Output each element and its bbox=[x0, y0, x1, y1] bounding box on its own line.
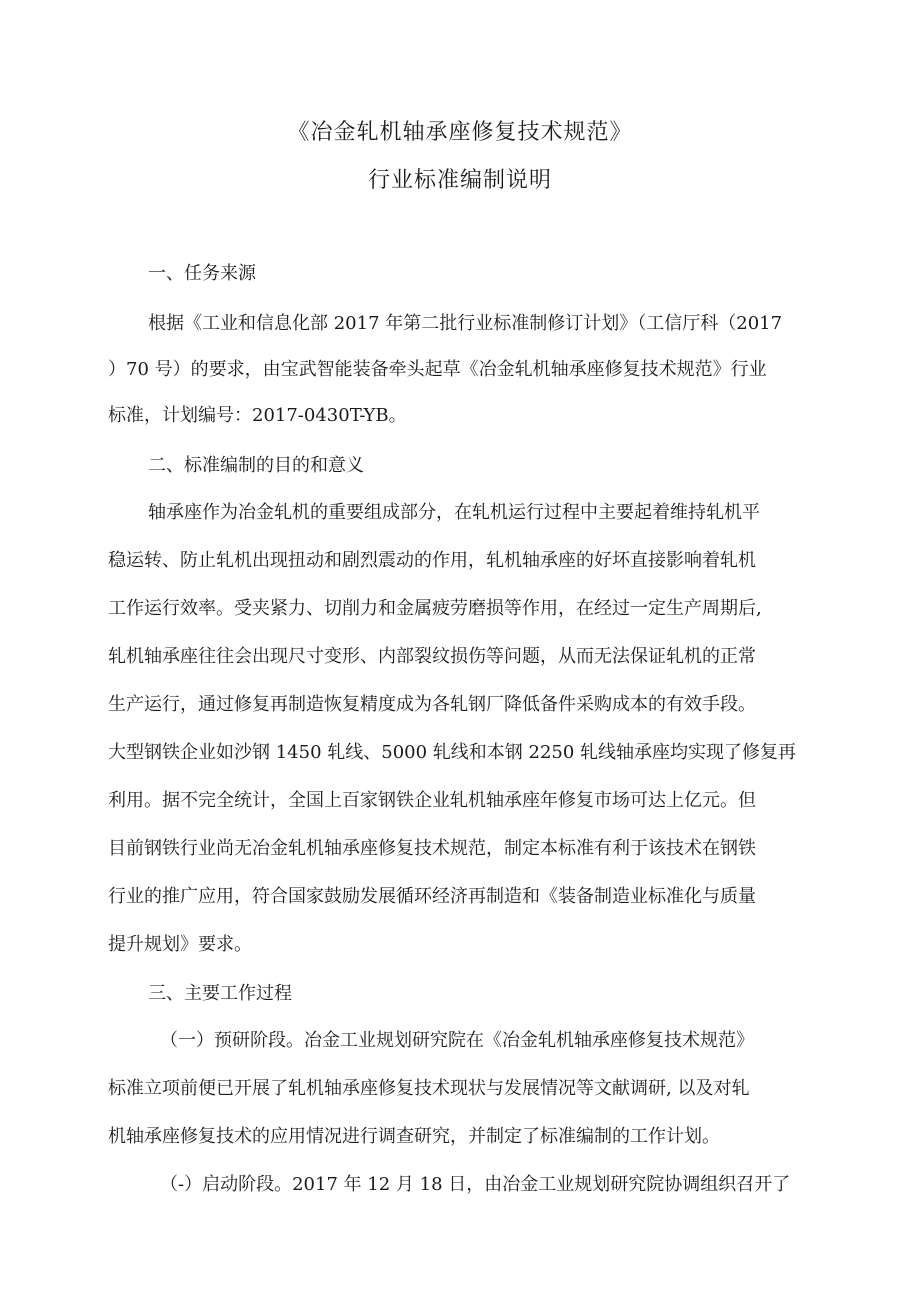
paragraph-line: 机轴承座修复技术的应用情况进行调查研究，并制定了标准编制的工作计划。 bbox=[108, 1126, 720, 1147]
paragraph-line: 标准立项前便已开展了轧机轴承座修复技术现状与发展情况等文献调研, 以及对轧 bbox=[108, 1078, 750, 1099]
paragraph-line: 提升规划》要求。 bbox=[108, 934, 252, 955]
paragraph-line: 稳运转、防止轧机出现扭动和剧烈震动的作用，轧机轴承座的好坏直接影响着轧机 bbox=[108, 550, 756, 571]
document-subtitle: 行业标准编制说明 bbox=[367, 168, 552, 193]
paragraph-line: 生产运行，通过修复再制造恢复精度成为各轧钢厂降低备件采购成本的有效手段。 bbox=[108, 694, 756, 715]
paragraph-line: 行业的推广应用，符合国家鼓励发展循环经济再制造和《装备制造业标准化与质量 bbox=[108, 886, 756, 907]
section-heading-purpose: 二、标准编制的目的和意义 bbox=[148, 455, 364, 476]
paragraph-line: 根据《工业和信息化部 2017 年第二批行业标准制修订计划》（工信厅科（2017 bbox=[148, 313, 783, 334]
section3-paragraph bbox=[108, 1022, 828, 1204]
paragraph-line: 利用。据不完全统计，全国上百家钢铁企业轧机轴承座年修复市场可达上亿元。但 bbox=[108, 790, 756, 811]
document-title: 《冶金轧机轴承座修复技术规范》 bbox=[287, 120, 633, 145]
section2-paragraph bbox=[108, 494, 828, 964]
paragraph-line: 目前钢铁行业尚无冶金轧机轴承座修复技术规范，制定本标准有利于该技术在钢铁 bbox=[108, 838, 756, 859]
paragraph-line: 标准，计划编号：2017-0430T-YB。 bbox=[108, 405, 407, 426]
section-heading-task-source: 一、任务来源 bbox=[148, 263, 256, 284]
paragraph-line: （一）预研阶段。冶金工业规划研究院在《冶金轧机轴承座修复技术规范》 bbox=[160, 1030, 754, 1051]
paragraph-line: 轴承座作为冶金轧机的重要组成部分，在轧机运行过程中主要起着维持轧机平 bbox=[148, 502, 760, 523]
paragraph-line: 大型钢铁企业如沙钢 1450 轧线、5000 轧线和本钢 2250 轧线轴承座均实现了修复再 bbox=[108, 742, 797, 763]
paragraph-line: （-）启动阶段。2017 年 12 月 18 日，由冶金工业规划研究院协调组织召开了 bbox=[160, 1174, 791, 1195]
section1-paragraph bbox=[108, 305, 828, 435]
section-heading-work-process: 三、主要工作过程 bbox=[148, 983, 292, 1004]
paragraph-line: ）70 号）的要求，由宝武智能装备牵头起草《冶金轧机轴承座修复技术规范》行业 bbox=[108, 359, 767, 380]
paragraph-line: 工作运行效率。受夹紧力、切削力和金属疲劳磨损等作用，在经过一定生产周期后, bbox=[108, 598, 762, 619]
paragraph-line: 轧机轴承座往往会出现尺寸变形、内部裂纹损伤等问题，从而无法保证轧机的正常 bbox=[108, 646, 756, 667]
